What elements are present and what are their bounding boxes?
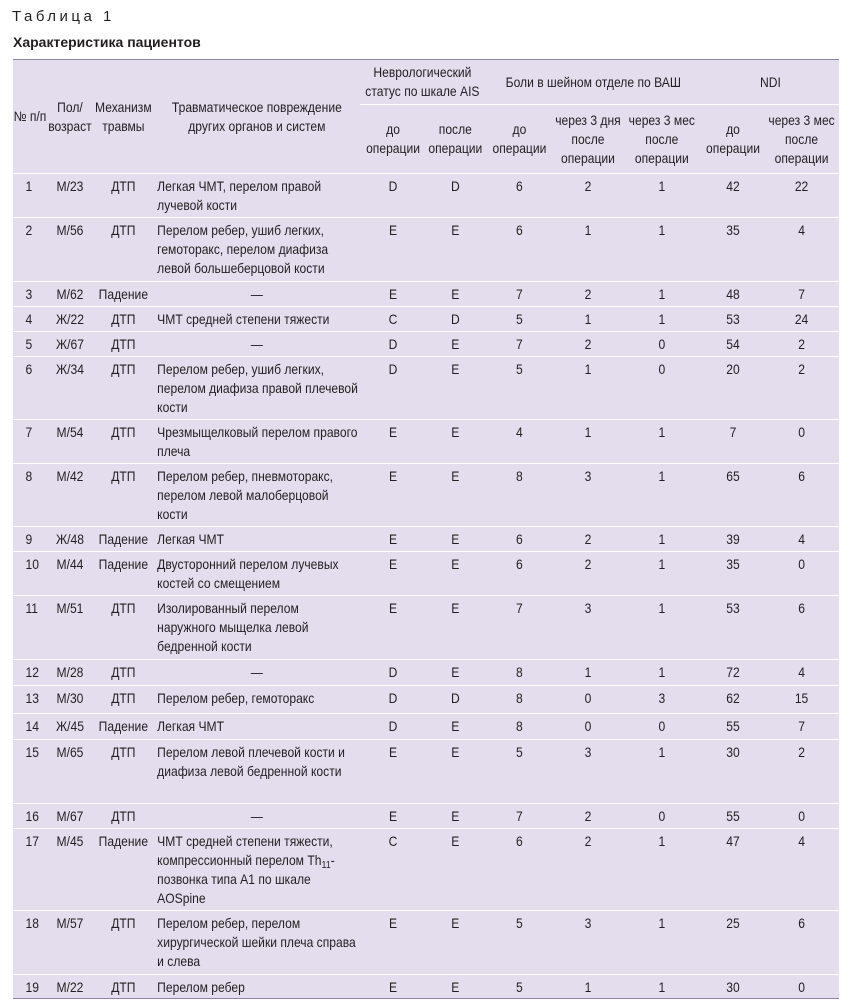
cell-ndi-before: 35	[726, 557, 740, 572]
cell-ndi-before: 35	[726, 223, 740, 238]
cell-ndi-before: 47	[726, 834, 740, 849]
table-row	[13, 527, 839, 552]
cell-ndi-before: 7	[729, 425, 737, 440]
cell-num: 10	[25, 557, 39, 572]
cell-mechanism: Падение	[98, 834, 149, 849]
cell-ndi-3m: 22	[794, 179, 809, 194]
cell-num: 2	[25, 223, 33, 238]
table-row	[13, 420, 839, 464]
table-row	[13, 218, 839, 282]
patients-table	[13, 60, 839, 1005]
cell-pain-before: 8	[516, 719, 523, 734]
cell-ais-after: E	[451, 337, 460, 352]
cell-ais-before: D	[388, 665, 398, 680]
cell-sex-age: М/51	[56, 601, 84, 616]
cell-mechanism: ДТП	[111, 665, 136, 680]
cell-num: 18	[25, 916, 39, 931]
cell-pain-3m: 1	[658, 916, 666, 931]
table-title: Характеристика пациентов	[13, 34, 201, 50]
cell-pain-before: 5	[516, 980, 523, 995]
cell-ais-after: E	[451, 834, 460, 849]
cell-pain-before: 8	[516, 665, 523, 680]
cell-ais-after: E	[451, 809, 460, 824]
cell-pain-3d: 2	[584, 834, 592, 849]
header-neuro-after: после операции	[428, 122, 483, 156]
cell-sex-age: М/44	[56, 557, 84, 572]
cell-pain-3m: 1	[658, 425, 666, 440]
cell-num: 12	[25, 665, 39, 680]
cell-pain-3d: 0	[584, 719, 592, 734]
cell-pain-3d: 2	[584, 337, 592, 352]
header-neuro-group: Неврологический статус по шкале AIS	[360, 60, 485, 105]
cell-pain-before: 5	[516, 745, 523, 760]
cell-pain-3m: 1	[658, 834, 666, 849]
cell-pain-before: 5	[516, 312, 523, 327]
cell-ais-after: D	[450, 691, 460, 706]
table-body	[13, 174, 839, 1005]
cell-ndi-before: 48	[726, 287, 740, 302]
cell-ndi-before: 53	[726, 312, 740, 327]
cell-pain-before: 5	[516, 916, 523, 931]
cell-ndi-before: 53	[726, 601, 740, 616]
cell-pain-3m: 0	[658, 337, 666, 352]
cell-sex-age: Ж/67	[55, 337, 84, 352]
cell-ais-after: E	[451, 425, 460, 440]
cell-ais-before: E	[388, 809, 398, 824]
cell-ndi-3m: 4	[798, 834, 805, 849]
cell-ais-before: E	[388, 601, 398, 616]
cell-ais-after: E	[451, 665, 460, 680]
table-row	[13, 332, 839, 357]
cell-ndi-3m: 0	[798, 557, 805, 572]
cell-mechanism: ДТП	[111, 362, 136, 377]
cell-sex-age: М/54	[56, 425, 84, 440]
cell-pain-3m: 1	[658, 601, 666, 616]
cell-ais-before: C	[388, 834, 398, 849]
cell-injury: —	[250, 337, 263, 352]
cell-pain-3m: 1	[658, 469, 666, 484]
table-row	[13, 714, 839, 740]
cell-pain-3d: 1	[584, 665, 592, 680]
cell-num: 13	[25, 691, 39, 706]
table-row	[13, 174, 839, 218]
cell-injury: Перелом левой плечевой кости и диафиза левой бедренной кости	[157, 745, 345, 779]
table-row	[13, 660, 839, 686]
cell-ndi-before: 55	[726, 719, 740, 734]
cell-ndi-3m: 4	[798, 223, 805, 238]
cell-pain-before: 6	[516, 223, 523, 238]
cell-ais-before: E	[388, 425, 398, 440]
cell-mechanism: Падение	[98, 532, 149, 547]
cell-sex-age: Ж/48	[55, 532, 84, 547]
cell-mechanism: ДТП	[111, 312, 136, 327]
cell-mechanism: ДТП	[111, 601, 136, 616]
cell-pain-3m: 1	[658, 312, 666, 327]
cell-pain-3m: 0	[658, 719, 666, 734]
cell-injury: ЧМТ средней степени тяжести	[157, 312, 330, 327]
cell-num: 9	[25, 532, 33, 547]
cell-ais-before: E	[388, 557, 398, 572]
cell-pain-3m: 1	[658, 287, 666, 302]
cell-num: 6	[25, 362, 33, 377]
cell-pain-3m: 1	[658, 980, 666, 995]
cell-pain-3d: 1	[584, 312, 592, 327]
cell-pain-3d: 1	[584, 425, 592, 440]
header-pain-3d: через 3 дня после операции	[555, 112, 621, 166]
cell-pain-3m: 1	[658, 532, 666, 547]
cell-pain-before: 5	[516, 362, 523, 377]
table-row	[13, 464, 839, 527]
cell-ndi-3m: 0	[798, 809, 805, 824]
cell-ndi-before: 54	[726, 337, 740, 352]
cell-pain-before: 7	[516, 809, 523, 824]
cell-pain-3m: 3	[658, 691, 666, 706]
cell-ais-after: E	[451, 719, 460, 734]
cell-sex-age: Ж/34	[55, 362, 84, 377]
cell-injury: Перелом ребер, ушиб легких, гемоторакс, перелом диафиза левой большеберцовой кости	[157, 223, 329, 276]
cell-ndi-before: 62	[726, 691, 740, 706]
cell-ndi-before: 65	[726, 469, 740, 484]
cell-ndi-3m: 2	[798, 337, 805, 352]
cell-ais-before: E	[388, 916, 398, 931]
cell-mechanism: ДТП	[111, 809, 136, 824]
cell-sex-age: М/30	[56, 691, 84, 706]
table-row	[13, 357, 839, 420]
cell-ais-before: E	[388, 223, 398, 238]
cell-pain-3m: 0	[658, 809, 666, 824]
cell-sex-age: М/56	[56, 223, 84, 238]
cell-pain-before: 6	[516, 557, 523, 572]
cell-ais-before: D	[388, 362, 398, 377]
cell-ndi-before: 55	[726, 809, 740, 824]
cell-mechanism: ДТП	[111, 179, 136, 194]
cell-mechanism: ДТП	[111, 916, 136, 931]
cell-injury: Легкая ЧМТ	[157, 532, 224, 547]
cell-pain-3d: 2	[584, 532, 592, 547]
cell-ais-before: D	[388, 719, 398, 734]
cell-pain-3m: 1	[658, 557, 666, 572]
cell-pain-3d: 0	[584, 691, 592, 706]
cell-pain-3d: 3	[584, 745, 592, 760]
table-header	[13, 60, 839, 174]
cell-pain-3d: 1	[584, 980, 592, 995]
cell-injury: Легкая ЧМТ	[157, 719, 224, 734]
patients-table-container	[13, 59, 839, 999]
cell-mechanism: ДТП	[111, 691, 136, 706]
cell-pain-before: 7	[516, 287, 523, 302]
cell-mechanism: Падение	[98, 287, 149, 302]
cell-pain-3d: 2	[584, 809, 592, 824]
cell-ndi-before: 39	[726, 532, 740, 547]
cell-pain-3m: 1	[658, 665, 666, 680]
cell-sex-age: М/65	[56, 745, 84, 760]
header-pain-3m: через 3 мес после операции	[628, 112, 695, 166]
cell-ndi-3m: 0	[798, 980, 805, 995]
cell-ais-after: E	[451, 532, 460, 547]
cell-injury: Изолированный перелом наружного мыщелка левой бедренной кости	[157, 601, 309, 654]
cell-pain-3d: 3	[584, 601, 592, 616]
cell-ais-after: E	[451, 362, 460, 377]
cell-pain-before: 8	[516, 691, 523, 706]
cell-injury-part-b: -позвонка типа А1 по шкале AOSpine	[157, 853, 335, 906]
cell-mechanism: ДТП	[111, 337, 136, 352]
cell-num: 5	[25, 337, 33, 352]
cell-ais-after: E	[451, 469, 460, 484]
table-row	[13, 307, 839, 332]
cell-ndi-3m: 15	[794, 691, 809, 706]
cell-num: 11	[25, 601, 39, 616]
cell-num: 19	[25, 980, 39, 995]
header-injury: Травматическое повреждение других органов и систем	[171, 99, 342, 134]
cell-injury	[154, 829, 360, 911]
cell-sex-age: Ж/45	[55, 719, 84, 734]
cell-ais-after: D	[450, 179, 460, 194]
cell-sex-age: М/57	[56, 916, 84, 931]
cell-injury: Двусторонний перелом лучевых костей со смещением	[157, 557, 339, 591]
cell-ndi-3m: 2	[798, 362, 805, 377]
header-pain-before: до операции	[492, 122, 547, 156]
cell-num: 1	[25, 179, 33, 194]
cell-sex-age: М/67	[56, 809, 84, 824]
cell-ais-after: E	[451, 557, 460, 572]
header-neuro-before: до операции	[366, 122, 420, 156]
cell-pain-3m: 1	[658, 223, 666, 238]
cell-ais-after: E	[451, 601, 460, 616]
cell-injury: Перелом ребер, гемоторакс	[157, 691, 315, 706]
cell-ais-before: D	[388, 337, 398, 352]
cell-mechanism: Падение	[98, 557, 149, 572]
cell-pain-3m: 1	[658, 179, 666, 194]
cell-sex-age: М/28	[56, 665, 84, 680]
cell-injury-part-a: ЧМТ средней степени тяжести, компрессионный перелом Th	[157, 834, 333, 868]
cell-ndi-3m: 24	[794, 312, 809, 327]
cell-injury: —	[250, 287, 263, 302]
cell-ais-after: E	[451, 916, 460, 931]
cell-ais-before: D	[388, 179, 398, 194]
cell-ndi-before: 30	[726, 980, 740, 995]
table-row	[13, 829, 839, 911]
cell-ndi-before: 42	[726, 179, 740, 194]
cell-ndi-3m: 2	[798, 745, 805, 760]
header-ndi-before: до операции	[706, 122, 760, 156]
cell-num: 3	[25, 287, 33, 302]
cell-pain-3d: 3	[584, 916, 592, 931]
cell-pain-3d: 2	[584, 179, 592, 194]
cell-injury: —	[250, 665, 263, 680]
cell-pain-before: 7	[516, 601, 523, 616]
cell-pain-3m: 0	[658, 362, 666, 377]
table-row	[13, 911, 839, 975]
cell-ndi-before: 72	[726, 665, 740, 680]
cell-ais-after: E	[451, 745, 460, 760]
cell-ais-before: E	[388, 532, 398, 547]
cell-num: 7	[25, 425, 33, 440]
cell-pain-before: 4	[516, 425, 523, 440]
cell-mechanism: Падение	[98, 719, 149, 734]
cell-ais-after: E	[451, 287, 460, 302]
cell-pain-3d: 2	[584, 557, 592, 572]
cell-num: 14	[25, 719, 39, 734]
cell-injury: Перелом ребер	[157, 980, 245, 995]
cell-num: 16	[25, 809, 39, 824]
header-pain-group: Боли в шейном отделе по ВАШ	[485, 60, 702, 105]
table-row	[13, 740, 839, 804]
header-sex-age: Пол/ возраст	[48, 99, 92, 134]
cell-pain-before: 7	[516, 337, 523, 352]
cell-pain-3d: 2	[584, 287, 592, 302]
cell-ndi-3m: 6	[798, 601, 805, 616]
cell-num: 15	[25, 745, 39, 760]
cell-mechanism: ДТП	[111, 425, 136, 440]
header-mechanism: Механизм травмы	[95, 99, 152, 134]
cell-sex-age: М/42	[56, 469, 84, 484]
cell-mechanism: ДТП	[111, 980, 136, 995]
cell-injury-subscript: 11	[321, 860, 331, 871]
cell-sex-age: М/22	[56, 980, 84, 995]
header-ndi-group: NDI	[702, 60, 839, 105]
cell-mechanism: ДТП	[111, 223, 136, 238]
cell-sex-age: М/45	[56, 834, 84, 849]
cell-sex-age: М/23	[56, 179, 84, 194]
cell-injury: Перелом ребер, ушиб легких, перелом диафиза правой плечевой кости	[157, 362, 358, 415]
cell-ais-after: D	[450, 312, 460, 327]
cell-injury: —	[250, 809, 263, 824]
cell-num: 4	[25, 312, 33, 327]
header-num: № п/п	[13, 109, 47, 124]
cell-ndi-3m: 4	[798, 665, 805, 680]
header-row-top	[13, 60, 839, 105]
cell-pain-3d: 1	[584, 223, 592, 238]
cell-sex-age: Ж/22	[55, 312, 84, 327]
cell-mechanism: ДТП	[111, 745, 136, 760]
table-row	[13, 686, 839, 714]
table-number: Таблица 1	[12, 8, 115, 25]
cell-sex-age: М/62	[56, 287, 84, 302]
cell-ndi-before: 30	[726, 745, 740, 760]
cell-num: 8	[25, 469, 33, 484]
cell-ndi-3m: 6	[798, 916, 805, 931]
cell-pain-before: 6	[516, 834, 523, 849]
cell-ndi-3m: 6	[798, 469, 805, 484]
cell-injury: Перелом ребер, пневмоторакс, перелом левой малоберцовой кости	[157, 469, 334, 522]
table-row	[13, 975, 839, 1005]
cell-injury: Легкая ЧМТ, перелом правой лучевой кости	[157, 179, 322, 213]
cell-pain-before: 6	[516, 532, 523, 547]
cell-ndi-3m: 4	[798, 532, 805, 547]
table-row	[13, 596, 839, 660]
cell-num: 17	[25, 834, 39, 849]
table-row	[13, 552, 839, 596]
cell-pain-3d: 3	[584, 469, 592, 484]
cell-ais-before: E	[388, 287, 398, 302]
cell-ais-before: C	[388, 312, 398, 327]
table-row	[13, 804, 839, 829]
cell-pain-3d: 1	[584, 362, 592, 377]
cell-ais-before: E	[388, 980, 398, 995]
cell-ndi-3m: 7	[798, 287, 805, 302]
cell-ndi-3m: 7	[798, 719, 805, 734]
cell-pain-before: 8	[516, 469, 523, 484]
header-ndi-3m: через 3 мес после операции	[768, 112, 835, 166]
cell-ais-before: E	[388, 745, 398, 760]
cell-mechanism: ДТП	[111, 469, 136, 484]
cell-ais-before: D	[388, 691, 398, 706]
cell-ndi-3m: 0	[798, 425, 805, 440]
cell-ais-after: E	[451, 980, 460, 995]
cell-ndi-before: 25	[726, 916, 740, 931]
cell-ais-before: E	[388, 469, 398, 484]
cell-pain-3m: 1	[658, 745, 666, 760]
cell-ndi-before: 20	[726, 362, 740, 377]
cell-pain-before: 6	[516, 179, 523, 194]
cell-ais-after: E	[451, 223, 460, 238]
cell-injury: Чрезмыщелковый перелом правого плеча	[157, 425, 358, 459]
table-row	[13, 282, 839, 307]
cell-injury: Перелом ребер, перелом хирургической шейки плеча справа и слева	[157, 916, 356, 969]
